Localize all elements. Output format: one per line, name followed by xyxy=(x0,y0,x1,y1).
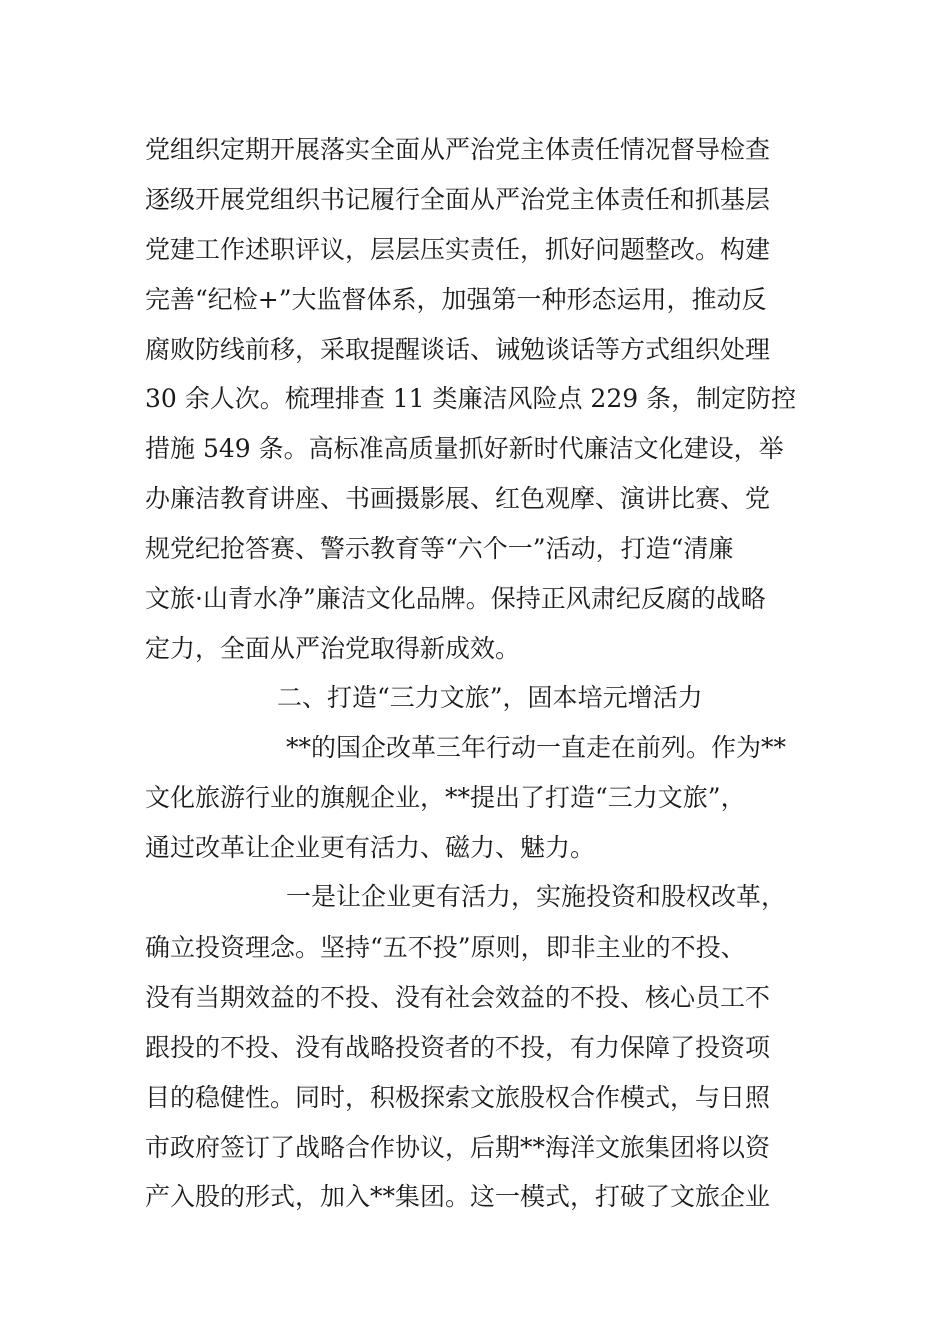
section-heading: 二、打造“三力文旅”，固本培元增活力 xyxy=(277,683,703,712)
text-line: 确立投资理念。坚持“五不投”原则，即非主业的不投、 xyxy=(145,933,746,962)
text-line: 文化旅游行业的旗舰企业，**提出了打造“三力文旅”， xyxy=(145,783,746,812)
text-line: 逐级开展党组织书记履行全面从严治党主体责任和抓基层 xyxy=(145,185,771,214)
text-line: 措施 549 条。高标准高质量抓好新时代廉洁文化建设，举 xyxy=(145,434,784,463)
text-line: 办廉洁教育讲座、书画摄影展、红色观摩、演讲比赛、党 xyxy=(145,484,771,513)
text-line: 完善“纪检+”大监督体系，加强第一种形态运用，推动反 xyxy=(145,285,767,314)
text-line: 党建工作述职评议，层层压实责任，抓好问题整改。构建 xyxy=(145,235,771,264)
text-line: 规党纪抢答赛、警示教育等“六个一”活动，打造“清廉 xyxy=(145,534,734,563)
text-line: 通过改革让企业更有活力、磁力、魅力。 xyxy=(145,833,596,862)
text-line: 文旅·山青水净”廉洁文化品牌。保持正风肃纪反腐的战略 xyxy=(145,584,766,613)
text-line: 30 余人次。梳理排查 11 类廉洁风险点 229 条，制定防控 xyxy=(145,384,797,413)
paragraph-first-line: **的国企改革三年行动一直走在前列。作为** xyxy=(286,733,787,762)
text-line: 目的稳健性。同时，积极探索文旅股权合作模式，与日照 xyxy=(145,1083,771,1112)
paragraph-first-line: 一是让企业更有活力，实施投资和股权改革， xyxy=(286,882,787,911)
text-line: 没有当期效益的不投、没有社会效益的不投、核心员工不 xyxy=(145,983,771,1012)
text-line: 跟投的不投、没有战略投资者的不投，有力保障了投资项 xyxy=(145,1033,771,1062)
text-line: 定力，全面从严治党取得新成效。 xyxy=(145,634,521,663)
text-line: 产入股的形式，加入**集团。这一模式，打破了文旅企业 xyxy=(145,1182,771,1211)
text-line: 市政府签订了战略合作协议，后期**海洋文旅集团将以资 xyxy=(145,1133,771,1162)
text-line: 腐败防线前移，采取提醒谈话、诫勉谈话等方式组织处理 xyxy=(145,335,771,364)
text-line: 党组织定期开展落实全面从严治党主体责任情况督导检查 xyxy=(145,135,771,164)
